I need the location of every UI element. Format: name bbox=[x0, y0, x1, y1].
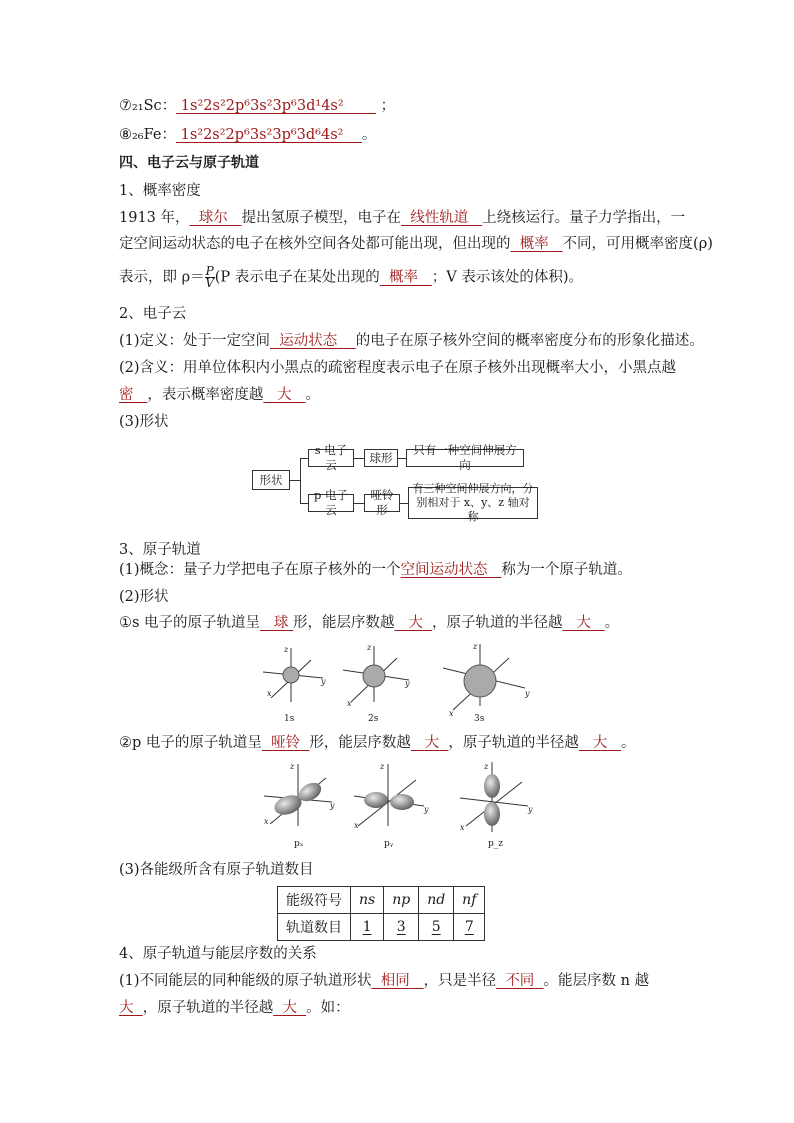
svg-text:y: y bbox=[424, 805, 429, 814]
s2-meaning-line-2: 密 ，表示概率密度越 大 。 bbox=[119, 387, 320, 403]
svg-text:x: x bbox=[267, 689, 272, 698]
answer-s-big: 大 bbox=[408, 615, 423, 631]
s4-title: 4、原子轨道与能层序数的关系 bbox=[119, 946, 317, 962]
svg-text:x: x bbox=[347, 699, 352, 708]
s2-definition: (1)定义：处于一定空间 运动状态 的电子在原子核外空间的概率密度分布的形象化描述。 bbox=[119, 333, 704, 349]
svg-text:z: z bbox=[484, 762, 489, 771]
table-header-cell: np bbox=[384, 887, 419, 914]
s2-meaning-line-1: (2)含义：用单位体积内小黑点的疏密程度表示电子在原子核外出现概率大小，小黑点越 bbox=[119, 360, 677, 376]
answer-bohr: 球尔 bbox=[198, 210, 228, 226]
fe-label: ⑧₂₆Fe： bbox=[119, 127, 176, 143]
table-cell: 5 bbox=[419, 914, 454, 941]
table-header-cell: 能级符号 bbox=[278, 887, 351, 914]
svg-text:y: y bbox=[321, 677, 326, 686]
svg-text:z: z bbox=[473, 642, 478, 651]
answer-l2-big: 大 bbox=[119, 1000, 134, 1016]
answer-big: 大 bbox=[277, 387, 292, 403]
answer-linear-orbit: 线性轨道 bbox=[410, 210, 469, 226]
s3-count-title: (3)各能级所含有原子轨道数目 bbox=[119, 862, 314, 878]
s3-concept: (1)概念：量子力学把电子在原子核外的一个空间运动状态 称为一个原子轨道。 bbox=[119, 562, 632, 578]
p-label-py: pᵧ bbox=[384, 839, 394, 849]
s1-paragraph-line-2: 定空间运动状态的电子在核外空间各处都可能出现，但出现的 概率 不同，可用概率密度(ρ) bbox=[119, 236, 713, 252]
s1-paragraph-line-1: 1913 年， 球尔 提出氢原子模型，电子在 线性轨道 上绕核运行。量子力学指出，一 bbox=[119, 210, 686, 226]
diagram-root-box: 形状 bbox=[252, 470, 290, 490]
s-orbital-figure bbox=[255, 640, 545, 725]
svg-text:z: z bbox=[284, 645, 289, 654]
sc-config-line: ⑦₂₁Sc： 1s²2s²2p⁶3s²3p⁶3d¹4s² ； bbox=[119, 98, 396, 114]
answer-s-big-2: 大 bbox=[576, 615, 591, 631]
s-desc-box: 只有一种空间伸展方向 bbox=[406, 449, 524, 467]
answer-different: 不同 bbox=[505, 973, 535, 989]
s3-shape-title: (2)形状 bbox=[119, 589, 169, 605]
answer-dumbbell: 哑铃 bbox=[271, 735, 301, 751]
s-label-2s: 2s bbox=[368, 714, 379, 724]
p-cloud-box: p 电子云 bbox=[308, 494, 354, 512]
p-label-px: pₓ bbox=[294, 839, 304, 849]
answer-sphere: 球 bbox=[273, 615, 289, 631]
section-4-title: 四、电子云与原子轨道 bbox=[119, 155, 259, 171]
answer-dense: 密 bbox=[119, 387, 134, 403]
answer-l2-big-2: 大 bbox=[282, 1000, 297, 1016]
p-orbital-line: ②p 电子的原子轨道呈 哑铃 形，能层序数越 大 ，原子轨道的半径越 大 。 bbox=[119, 735, 636, 751]
p-desc-box: 有三种空间伸展方向，分 别相对于 x、y、z 轴对称 bbox=[408, 487, 538, 519]
svg-text:y: y bbox=[405, 679, 410, 688]
svg-text:z: z bbox=[290, 762, 295, 771]
s-orbital-line: ①s 电子的原子轨道呈 球 形，能层序数越 大 ，原子轨道的半径越 大 。 bbox=[119, 615, 620, 631]
s-label-1s: 1s bbox=[284, 714, 295, 724]
svg-text:x: x bbox=[354, 821, 359, 830]
rho-fraction: $\frac{P}{V}$ bbox=[205, 264, 215, 290]
s1-paragraph-line-3: 表示，即 ρ＝ $\frac{P}{V}$ (P 表示电子在某处出现的 概率 ；V 表示该处的体积)。 bbox=[119, 264, 584, 290]
p-label-pz: p_z bbox=[488, 839, 504, 849]
p-shape-box: 哑铃形 bbox=[364, 494, 400, 512]
table-row bbox=[278, 887, 485, 914]
table-cell: 3 bbox=[384, 914, 419, 941]
s4-line-1: (1)不同能层的同种能级的原子轨道形状 相同 ，只是半径 不同 。能层序数 n 越 bbox=[119, 973, 650, 989]
p-orbital-figure bbox=[260, 760, 540, 852]
sc-config-answer: 1s²2s²2p⁶3s²3p⁶3d¹4s² bbox=[180, 98, 344, 114]
answer-space-motion-state: 空间运动状态 bbox=[400, 562, 488, 578]
electron-cloud-shape-diagram bbox=[250, 445, 550, 525]
fe-config-line: ⑧₂₆Fe： 1s²2s²2p⁶3s²3p⁶3d⁶4s² 。 bbox=[119, 127, 377, 143]
s-label-3s: 3s bbox=[474, 714, 485, 724]
table-header-cell: ns bbox=[351, 887, 384, 914]
s1-title: 1、概率密度 bbox=[119, 183, 201, 199]
s3-title: 3、原子轨道 bbox=[119, 542, 201, 558]
svg-text:x: x bbox=[264, 817, 269, 826]
table-cell: 轨道数目 bbox=[278, 914, 351, 941]
table-header-cell: nd bbox=[419, 887, 454, 914]
answer-probability-2: 概率 bbox=[388, 269, 418, 286]
table-cell: 1 bbox=[351, 914, 384, 941]
answer-p-big: 大 bbox=[424, 735, 440, 751]
svg-text:y: y bbox=[528, 805, 533, 814]
s2-title: 2、电子云 bbox=[119, 306, 187, 322]
orbital-count-table bbox=[277, 886, 485, 941]
answer-probability: 概率 bbox=[519, 236, 549, 252]
table-cell: 7 bbox=[454, 914, 485, 941]
answer-p-big-2: 大 bbox=[592, 735, 608, 751]
svg-text:z: z bbox=[367, 643, 372, 652]
s4-line-2: 大 ，原子轨道的半径越 大 。如： bbox=[119, 1000, 350, 1016]
table-header-cell: nf bbox=[454, 887, 485, 914]
fe-config-answer: 1s²2s²2p⁶3s²3p⁶3d⁶4s² bbox=[180, 127, 344, 143]
svg-text:z: z bbox=[380, 762, 385, 771]
svg-text:x: x bbox=[460, 823, 465, 832]
sc-label: ⑦₂₁Sc： bbox=[119, 98, 177, 114]
s-shape-box: 球形 bbox=[364, 449, 398, 467]
svg-text:y: y bbox=[330, 801, 335, 810]
s-cloud-box: s 电子云 bbox=[308, 449, 354, 467]
answer-motion-state: 运动状态 bbox=[279, 333, 338, 349]
s2-shape-title: (3)形状 bbox=[119, 414, 169, 430]
svg-text:x: x bbox=[449, 709, 454, 718]
table-row bbox=[278, 914, 485, 941]
answer-same: 相同 bbox=[380, 973, 410, 989]
svg-text:y: y bbox=[525, 689, 530, 698]
